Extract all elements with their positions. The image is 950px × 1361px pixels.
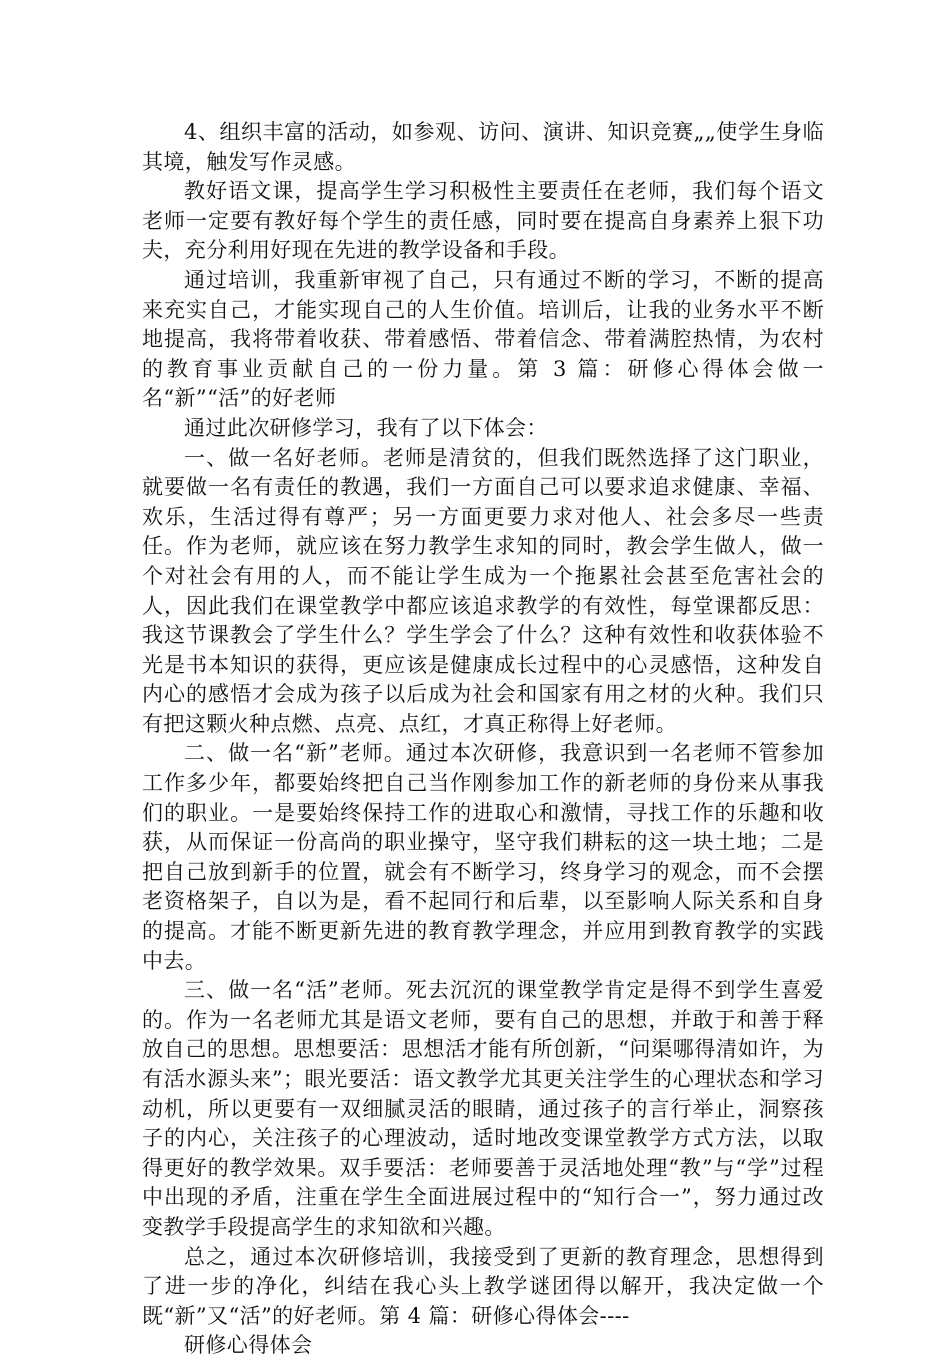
paragraph-teaching-chinese: 教好语文课，提高学生学习积极性主要责任在老师，我们每个语文老师一定要有教好每个学生的责任感，同时要在提高自身素养上狠下功夫，充分利用好现在先进的教学设备和手段。 (142, 179, 824, 263)
paragraph-activities: 4、组织丰富的活动，如参观、访问、演讲、知识竞赛„„使学生身临其境，触发写作灵感。 (142, 120, 824, 174)
document-body (142, 118, 824, 1361)
paragraph-new-teacher: 二、做一名“新”老师。通过本次研修，我意识到一名老师不管参加工作多少年，都要始终把自己当作刚参加工作的新老师的身份来从事我们的职业。一是要始终保持工作的进取心和激情，寻找工作的乐趣和收获，从而保证一份高尚的职业操守，坚守我们耕耘的这一块土地；二是把自己放到新手的位置，就会有不断学习，终身学习的观念，而不会摆老资格架子，自以为是，看不起同行和后辈，以至影响人际关系和自身的提高。才能不断更新先进的教育教学理念，并应用到教育教学的实践中去。 (142, 741, 824, 973)
paragraph-conclusion: 总之，通过本次研修培训，我接受到了更新的教育理念，思想得到了进一步的净化，纠结在我心头上教学谜团得以解开，我决定做一个既“新”又“活”的好老师。第 4 篇：研修心得体会---- (142, 1244, 824, 1328)
paragraph-section-heading: 研修心得体会 (184, 1333, 313, 1358)
paragraph-good-teacher: 一、做一名好老师。老师是清贫的，但我们既然选择了这门职业，就要做一名有责任的教遇，我们一方面自己可以要求追求健康、幸福、欢乐，生活过得有尊严；另一方面更要力求对他人、社会多尽一些责任。作为老师，就应该在努力教学生求知的同时，教会学生做人，做一个对社会有用的人，而不能让学生成为一个拖累社会甚至危害社会的人，因此我们在课堂教学中都应该追求教学的有效性，每堂课都反思：我这节课教会了学生什么？学生学会了什么？这种有效性和收获体验不光是书本知识的获得，更应该是健康成长过程中的心灵感悟，这种发自内心的感悟才会成为孩子以后成为社会和国家有用之材的火种。我们只有把这颗火种点燃、点亮、点红，才真正称得上好老师。 (142, 445, 824, 736)
paragraph-training-reflection: 通过培训，我重新审视了自己，只有通过不断的学习，不断的提高来充实自己，才能实现自己的人生价值。培训后，让我的业务水平不断地提高，我将带着收获、带着感悟、带着信念、带着满腔热情，为农村的教育事业贡献自己的一份力量。第 3 篇：研修心得体会做一名“新”“活”的好老师 (142, 267, 824, 411)
paragraph-active-teacher: 三、做一名“活”老师。死去沉沉的课堂教学肯定是得不到学生喜爱的。作为一名老师尤其是语文老师，要有自己的思想，并敢于和善于释放自己的思想。思想要活：思想活才能有所创新，“问渠哪得清如许，为有活水源头来”；眼光要活：语文教学尤其更关注学生的心理状态和学习动机，所以更要有一双细腻灵活的眼睛，通过孩子的言行举止，洞察孩子的内心，关注孩子的心理波动，适时地改变课堂教学方式方法，以取得更好的教学效果。双手要活：老师要善于灵活地处理“教”与“学”过程中出现的矛盾，注重在学生全面进展过程中的“知行合一”，努力通过改变教学手段提高学生的求知欲和兴趣。 (142, 978, 824, 1239)
paragraph-study-intro: 通过此次研修学习，我有了以下体会： (184, 415, 548, 440)
